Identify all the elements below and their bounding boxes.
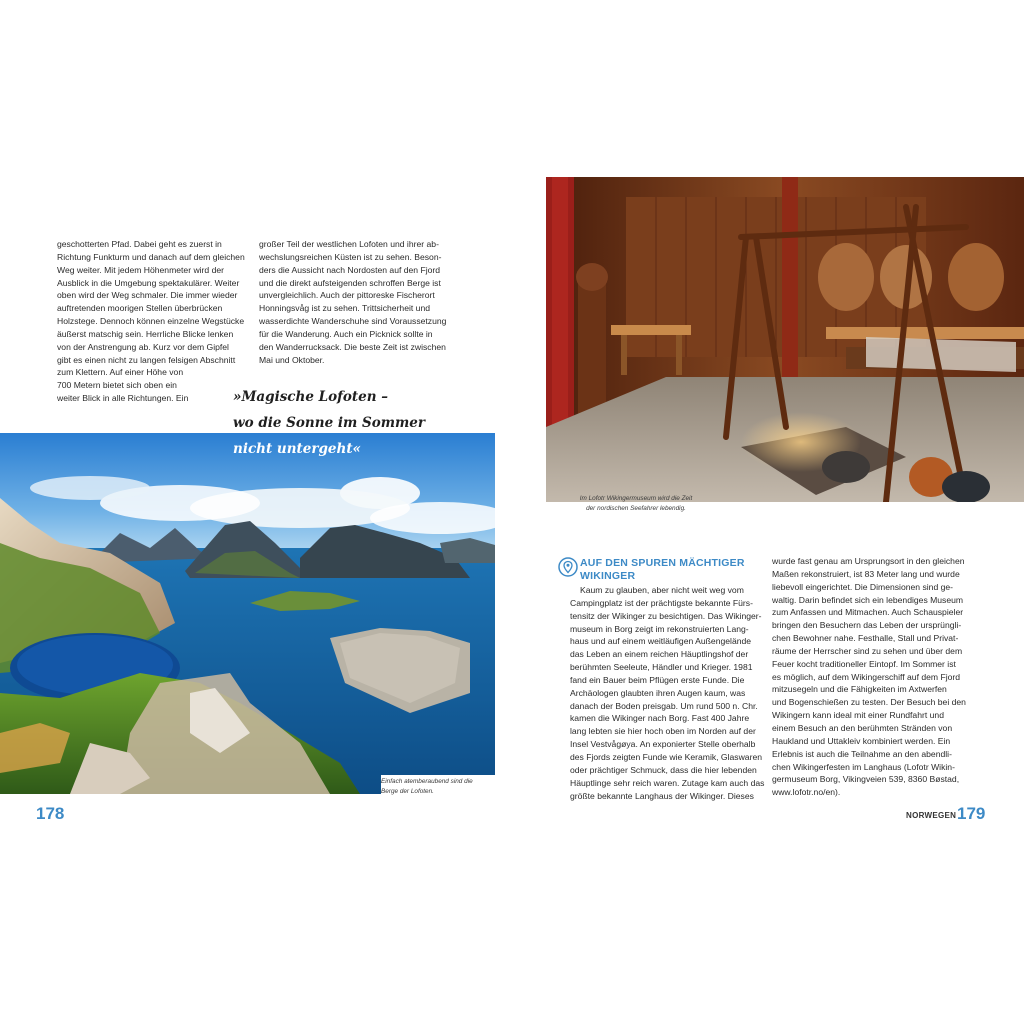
text-line: germuseum Borg, Vikingveien 539, 8360 Bøstad, xyxy=(772,774,960,785)
text-line: kamen die Wikinger nach Borg. Fast 400 Jahre xyxy=(570,713,750,724)
section-label: NORWEGEN xyxy=(906,811,957,820)
text-line: und die direkt aufsteigenden schroffen Berge ist xyxy=(259,277,441,288)
text-line: Maßen rekonstruiert, ist 83 Meter lang und wurde xyxy=(772,568,960,579)
text-line: haus und auf einem weitläufigen Außengelände xyxy=(570,636,752,647)
left-body-column-2 xyxy=(259,238,459,366)
text-line: tensitz der Wikinger zu besichtigen. Das Wikinger- xyxy=(570,610,762,621)
text-line: Archäologen glaubten ihren Augen kaum, was xyxy=(570,687,746,698)
text-line: unvergleichlich. Auch der pittoreske Fischerort xyxy=(259,290,435,301)
text-line: Ausblick in die Umgebung spektakulärer. Weiter xyxy=(57,277,240,288)
page-number-left: 178 xyxy=(36,804,65,823)
text-line: www.lofotr.no/en). xyxy=(772,787,841,798)
text-line: größte bekannte Langhaus der Wikinger. Dieses xyxy=(570,790,754,801)
text-line: Wikingern kann ideal mit einer Rundfahrt und xyxy=(772,710,944,721)
text-line: chen Wikingerfesten im Langhaus (Lofotr Wikin- xyxy=(772,761,955,772)
text-line: einem Besuch an den berühmten Stränden von xyxy=(772,722,953,733)
lofoten-landscape-photo xyxy=(0,433,495,794)
caption-line: der nordischen Seefahrer lebendig. xyxy=(586,505,686,512)
text-line: äußerst matschig sein. Herrliche Blicke lenken xyxy=(57,328,234,339)
location-pin-icon xyxy=(558,557,578,577)
text-line: räume der Herrscher sind zu sehen und über dem xyxy=(772,645,963,656)
heading-line: AUF DEN SPUREN MÄCHTIGER xyxy=(580,557,745,569)
text-line: gibt es einen nicht zu langen felsigen Abschnitt xyxy=(57,354,236,365)
text-line: wasserdichte Wanderschuhe sind Voraussetzung xyxy=(259,316,447,327)
heading-line: WIKINGER xyxy=(580,570,636,582)
text-line: des Fjords zeigten Funde wie Keramik, Glaswaren xyxy=(570,751,763,762)
text-line: Haukland und Uttakleiv kombiniert werden. Ein xyxy=(772,735,951,746)
text-line: Holzstege. Dennoch können einzelne Wegstücke xyxy=(57,316,245,327)
text-line: zum Klettern. Auf einer Höhe von xyxy=(57,367,184,378)
caption-line: Berge der Lofoten. xyxy=(381,788,434,795)
text-line: liebevoll eingerichtet. Die Dimensionen sind ge- xyxy=(772,581,954,592)
viking-longhouse-photo xyxy=(546,177,1024,502)
text-line: großer Teil der westlichen Lofoten und ihrer ab- xyxy=(259,239,439,249)
text-line: Richtung Funkturm und danach auf dem gleichen xyxy=(57,251,245,262)
text-line: 700 Metern bietet sich oben ein xyxy=(57,380,177,391)
text-line: berühmten Seeleute, Händler und Krieger. 1981 xyxy=(570,662,753,673)
text-line: für die Wanderung. Auch ein Picknick sollte in xyxy=(259,328,433,339)
text-line: wurde fast genau am Ursprungsort in den gleichen xyxy=(772,556,965,566)
text-line: mitzusegeln und die Fähigkeiten im Axtwerfen xyxy=(772,684,947,695)
right-body-column-1 xyxy=(570,584,766,802)
longhouse-photo-caption xyxy=(546,494,726,514)
right-body-column-2 xyxy=(772,555,972,799)
text-line: museum in Borg zeigt im rekonstruierten Lang- xyxy=(570,623,749,634)
caption-line: Im Lofotr Wikingermuseum wird die Zeit xyxy=(579,495,693,502)
text-line: von der Anstrengung ab. Kurz vor dem Gipfel xyxy=(57,341,229,352)
text-line: Insel Vestvågøya. An exponierter Stelle oberhalb xyxy=(570,739,756,750)
text-line: Mai und Oktober. xyxy=(259,354,325,365)
text-line: zum Anfassen und Mitmachen. Auch Schauspieler xyxy=(772,607,964,618)
text-line: oder prächtiger Schmuck, dass die hier lebenden xyxy=(570,764,757,775)
text-line: es möglich, auf dem Wikingerschiff auf dem Fjord xyxy=(772,671,961,682)
caption-line: Einfach atemberaubend sind die xyxy=(381,778,473,785)
text-line: Honningsvåg ist zu sehen. Trittsicherheit und xyxy=(259,303,431,314)
text-line: auftretenden moorigen Stellen überbrücken xyxy=(57,303,223,314)
text-line: Häuptlinge sehr reich waren. Zutage kam auch das xyxy=(570,777,765,788)
section-heading xyxy=(580,557,745,583)
text-line: ders die Aussicht nach Nordosten auf den Fjord xyxy=(259,264,441,275)
text-line: fand ein Bauer beim Pflügen erste Funde. Die xyxy=(570,674,745,685)
left-body-column-1 xyxy=(57,238,257,405)
pull-quote xyxy=(233,384,493,462)
quote-line: nicht untergeht« xyxy=(233,441,361,457)
text-line: geschotterten Pfad. Dabei geht es zuerst in xyxy=(57,239,222,249)
text-line: Feuer kocht traditioneller Eintopf. Im Sommer ist xyxy=(772,658,956,669)
text-line: oben wird der Weg schmaler. Die immer wieder xyxy=(57,290,238,301)
text-line: danach der Boden preisgab. Um rund 500 n. Chr. xyxy=(570,700,758,711)
text-line: Campingplatz ist der prächtigste bekannte Fürs- xyxy=(570,597,753,608)
quote-line: »Magische Lofoten – xyxy=(233,389,389,405)
text-line: wechslungsreichen Küsten ist zu sehen. Beson- xyxy=(259,251,442,262)
text-line: den Wanderrucksack. Die beste Zeit ist zwischen xyxy=(259,341,446,352)
page-number-right: 179 xyxy=(957,804,986,823)
text-line: waltig. Darin befindet sich ein lebendiges Museum xyxy=(772,594,964,605)
text-line: Kaum zu glauben, aber nicht weit weg vom xyxy=(580,585,744,595)
text-line: und Bogenschießen zu testen. Der Besuch bei den xyxy=(772,697,966,708)
text-line: das Leben an einem reichen Häuptlingshof der xyxy=(570,649,749,660)
text-line: lang lebten sie hier hoch oben im Norden auf der xyxy=(570,726,756,737)
text-line: chen Bewohner nahe. Festhalle, Stall und Privat- xyxy=(772,633,959,644)
landscape-photo-caption xyxy=(381,775,495,797)
text-line: bringen den Besuchern das Leben der ursprüngli- xyxy=(772,620,962,631)
text-line: Erlebnis ist auch die Teilnahme an den abendli- xyxy=(772,748,952,759)
quote-line: wo die Sonne im Sommer xyxy=(233,415,425,431)
text-line: weiter Blick in alle Richtungen. Ein xyxy=(57,393,189,404)
text-line: Weg weiter. Mit jedem Höhenmeter wird der xyxy=(57,264,225,275)
